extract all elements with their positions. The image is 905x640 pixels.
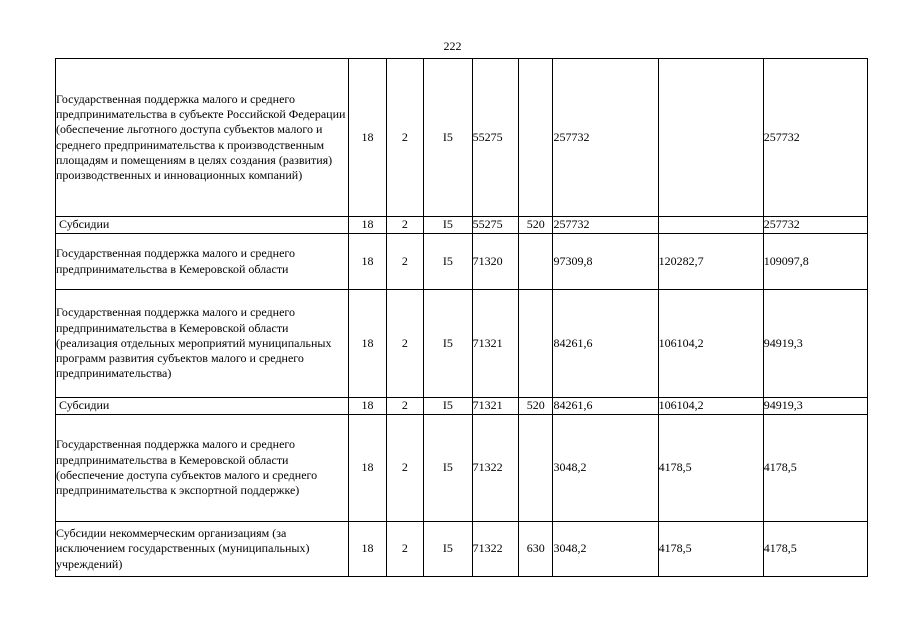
- pz-cell: 2: [386, 59, 423, 217]
- pz-cell: 2: [386, 217, 423, 234]
- vr-cell: [519, 59, 553, 217]
- pr-cell: I5: [424, 234, 473, 290]
- year2-cell: 4178,5: [658, 522, 763, 577]
- code-cell: 55275: [472, 59, 519, 217]
- year3-cell: 257732: [763, 217, 867, 234]
- year2-cell: 106104,2: [658, 398, 763, 415]
- year3-cell: 109097,8: [763, 234, 867, 290]
- gr-cell: 18: [349, 290, 386, 398]
- code-cell: 71322: [472, 415, 519, 522]
- table-row: [56, 59, 868, 217]
- row-name-cell: Государственная поддержка малого и среднего предпринимательства в Кемеровской области (обеспечение доступа субъектов малого и среднего предпринимательства к экспортной поддержке): [56, 415, 349, 522]
- table-row: [56, 398, 868, 415]
- budget-table: [55, 58, 868, 577]
- pz-cell: 2: [386, 415, 423, 522]
- gr-cell: 18: [349, 415, 386, 522]
- year1-cell: 257732: [553, 217, 658, 234]
- vr-cell: [519, 290, 553, 398]
- pz-cell: 2: [386, 398, 423, 415]
- code-cell: 71320: [472, 234, 519, 290]
- year2-cell: 120282,7: [658, 234, 763, 290]
- pz-cell: 2: [386, 522, 423, 577]
- year3-cell: 94919,3: [763, 290, 867, 398]
- year2-cell: [658, 217, 763, 234]
- year1-cell: 257732: [553, 59, 658, 217]
- year1-cell: 3048,2: [553, 522, 658, 577]
- vr-cell: [519, 415, 553, 522]
- vr-cell: 520: [519, 398, 553, 415]
- year2-cell: [658, 59, 763, 217]
- pr-cell: I5: [424, 290, 473, 398]
- year1-cell: 84261,6: [553, 398, 658, 415]
- year1-cell: 97309,8: [553, 234, 658, 290]
- row-name-cell: Государственная поддержка малого и среднего предпринимательства в Кемеровской области: [56, 234, 349, 290]
- gr-cell: 18: [349, 234, 386, 290]
- gr-cell: 18: [349, 217, 386, 234]
- year3-cell: 4178,5: [763, 415, 867, 522]
- pz-cell: 2: [386, 234, 423, 290]
- row-name-cell: Субсидии: [56, 398, 349, 415]
- table-row: [56, 522, 868, 577]
- year2-cell: 106104,2: [658, 290, 763, 398]
- pr-cell: I5: [424, 59, 473, 217]
- code-cell: 55275: [472, 217, 519, 234]
- vr-cell: [519, 234, 553, 290]
- vr-cell: 630: [519, 522, 553, 577]
- pr-cell: I5: [424, 398, 473, 415]
- code-cell: 71321: [472, 398, 519, 415]
- table-row: [56, 415, 868, 522]
- vr-cell: 520: [519, 217, 553, 234]
- year3-cell: 257732: [763, 59, 867, 217]
- gr-cell: 18: [349, 398, 386, 415]
- code-cell: 71322: [472, 522, 519, 577]
- table-row: [56, 234, 868, 290]
- row-name-cell: Субсидии: [56, 217, 349, 234]
- row-name-cell: Государственная поддержка малого и среднего предпринимательства в субъекте Российской Федерации (обеспечение льготного доступа субъектов малого и среднего предпринимательства к производственным площадям и помещениям в целях создания (развития) производственных и инновационных компаний): [56, 59, 349, 217]
- table-row: [56, 217, 868, 234]
- table-row: [56, 290, 868, 398]
- pz-cell: 2: [386, 290, 423, 398]
- pr-cell: I5: [424, 415, 473, 522]
- code-cell: 71321: [472, 290, 519, 398]
- year3-cell: 4178,5: [763, 522, 867, 577]
- year3-cell: 94919,3: [763, 398, 867, 415]
- pr-cell: I5: [424, 522, 473, 577]
- gr-cell: 18: [349, 59, 386, 217]
- year2-cell: 4178,5: [658, 415, 763, 522]
- pr-cell: I5: [424, 217, 473, 234]
- row-name-cell: Субсидии некоммерческим организациям (за исключением государственных (муниципальных) учреждений): [56, 522, 349, 577]
- gr-cell: 18: [349, 522, 386, 577]
- page-number: 222: [443, 39, 462, 53]
- row-name-cell: Государственная поддержка малого и среднего предпринимательства в Кемеровской области (реализация отдельных мероприятий муниципальных программ развития субъектов малого и среднего предпринимательства): [56, 290, 349, 398]
- year1-cell: 3048,2: [553, 415, 658, 522]
- year1-cell: 84261,6: [553, 290, 658, 398]
